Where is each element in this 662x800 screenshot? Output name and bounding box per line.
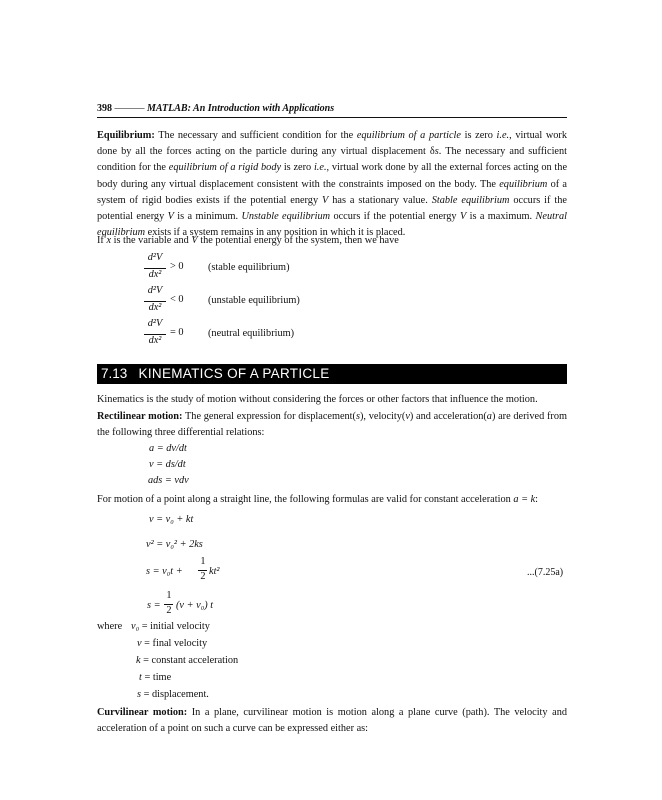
text: In a plane, curvilinear motion is motion along a plane curve (path). The velocity and acceleration of a point on such a curve can be expressed either as: <box>97 707 567 735</box>
text: ) and acceleration( <box>409 411 487 422</box>
text: The general expression for displacement( <box>182 411 356 422</box>
emph: equilibrium of a rigid body <box>168 162 282 174</box>
emph: equilibrium of a particle <box>356 130 461 141</box>
text: is the variable and <box>111 235 192 246</box>
relation: < 0 <box>170 294 184 305</box>
emph: v <box>405 411 410 422</box>
relation: = 0 <box>170 327 184 338</box>
fraction-denominator: dx² <box>148 335 162 346</box>
relation-ads: ads = vdv <box>148 475 189 486</box>
text: , virtual work done by all the forces acting on the particle during any virtual displacement δ <box>97 130 568 158</box>
running-title: MATLAB: An Introduction with Applications <box>147 103 335 114</box>
if-line <box>97 234 399 248</box>
header-dash: ——— <box>114 103 145 114</box>
emph: s <box>355 411 360 422</box>
emph: V <box>191 235 198 246</box>
definition: = displacement. <box>143 689 209 700</box>
text: The necessary and sufficient condition for the <box>154 130 357 141</box>
rectilinear-paragraph <box>97 409 567 441</box>
running-header <box>97 103 334 114</box>
fraction-numerator: d²V <box>147 285 163 296</box>
text: ), velocity( <box>360 411 406 422</box>
section-number: 7.13 <box>101 366 128 381</box>
fraction-numerator: 1 <box>166 590 172 601</box>
definition: = initial velocity <box>141 621 210 632</box>
equilibrium-label: Equilibrium: <box>97 130 155 141</box>
text: of a system of rigid bodies exists if the potential energy <box>97 178 568 206</box>
fraction-numerator: 1 <box>200 556 206 567</box>
emph: equilibrium <box>499 178 548 190</box>
symbol: t <box>139 672 142 683</box>
relation: > 0 <box>170 261 184 272</box>
text: . The necessary and sufficient condition for the <box>97 146 568 174</box>
formula-left: s = <box>147 600 161 611</box>
formula-displacement <box>146 556 566 588</box>
text: is zero <box>281 162 314 174</box>
emph: Neutral equilibrium <box>97 211 567 239</box>
definition-time <box>139 671 171 685</box>
emph: a <box>486 411 492 422</box>
text: If <box>97 235 107 246</box>
emph: V <box>167 211 174 223</box>
definition: = final velocity <box>144 638 208 649</box>
constant-accel-line <box>97 493 538 507</box>
section-title: KINEMATICS OF A PARTICLE <box>138 366 330 381</box>
text: has a stationary value. <box>328 194 432 206</box>
definition: = constant acceleration <box>143 655 239 666</box>
header-rule <box>97 117 567 118</box>
fraction-denominator: 2 <box>166 605 172 616</box>
fraction-denominator: 2 <box>200 571 206 582</box>
emph: x <box>106 235 112 246</box>
text: occurs if the potential energy <box>97 194 567 223</box>
curvilinear-label: Curvilinear motion: <box>97 707 188 718</box>
formula-right: (v + v₀) t <box>176 600 214 611</box>
formula-right: kt² <box>209 566 220 577</box>
kinematics-intro: Kinematics is the study of motion without considering the forces or other factors that influence the motion. <box>97 394 538 405</box>
fraction-denominator: dx² <box>148 302 162 313</box>
definition-initial-velocity <box>131 620 210 634</box>
section-heading-bar <box>97 364 567 384</box>
emph: Stable equilibrium <box>431 194 510 206</box>
text: ) are derived from the following three differential relations: <box>97 411 567 439</box>
text: is a minimum. <box>173 211 242 223</box>
text: is a maximum. <box>466 211 536 223</box>
equilibrium-paragraph <box>97 128 567 241</box>
formula-left: s = v₀t + <box>146 566 183 577</box>
relation-v: v = ds/dt <box>149 459 186 470</box>
condition-note: (neutral equilibrium) <box>208 328 295 339</box>
symbol: v₀ <box>131 621 140 632</box>
definition-acceleration <box>136 654 238 668</box>
fraction-numerator: d²V <box>147 318 163 329</box>
text: is zero <box>461 130 497 141</box>
text: : <box>535 494 539 505</box>
text: occurs if the potential energy <box>330 211 460 223</box>
emph: a = k <box>513 494 536 505</box>
equation-tag: ...(7.25a) <box>527 567 564 578</box>
text: For motion of a point along a straight line, the following formulas are valid for constant acceleration <box>97 494 514 505</box>
symbol: s <box>137 689 142 700</box>
fraction-numerator: d²V <box>147 252 163 263</box>
definition-displacement <box>137 688 209 702</box>
formula-displacement-average <box>147 590 347 622</box>
emph: V <box>322 194 329 206</box>
symbol: v <box>137 638 142 649</box>
definition-final-velocity <box>137 637 207 651</box>
fraction-denominator: dx² <box>148 269 162 280</box>
emph: i.e. <box>496 130 510 141</box>
text: the potential energy of the system, then we have <box>197 235 399 246</box>
emph: s <box>434 146 439 158</box>
definition: = time <box>144 672 172 683</box>
emph: Unstable equilibrium <box>241 211 331 223</box>
text: exists if a system remains in any position in which it is placed. <box>145 227 406 239</box>
formula-velocity: v = v₀ + kt <box>149 514 194 525</box>
formula-velocity-squared: v² = v₀² + 2ks <box>146 539 203 550</box>
symbol: k <box>136 655 141 666</box>
text: , virtual work done by all the external forces acting on the body during any virtual displacement consistent with the constraints imposed on the body. The <box>97 162 568 190</box>
condition-note: (stable equilibrium) <box>208 262 290 273</box>
rectilinear-label: Rectilinear motion: <box>97 411 183 422</box>
emph: i.e. <box>313 162 327 174</box>
emph: V <box>459 211 467 223</box>
relation-a: a = dv/dt <box>149 443 187 454</box>
where-label: where <box>97 621 123 632</box>
page-number: 398 <box>97 103 112 114</box>
condition-note: (unstable equilibrium) <box>208 295 300 306</box>
curvilinear-paragraph <box>97 705 567 737</box>
